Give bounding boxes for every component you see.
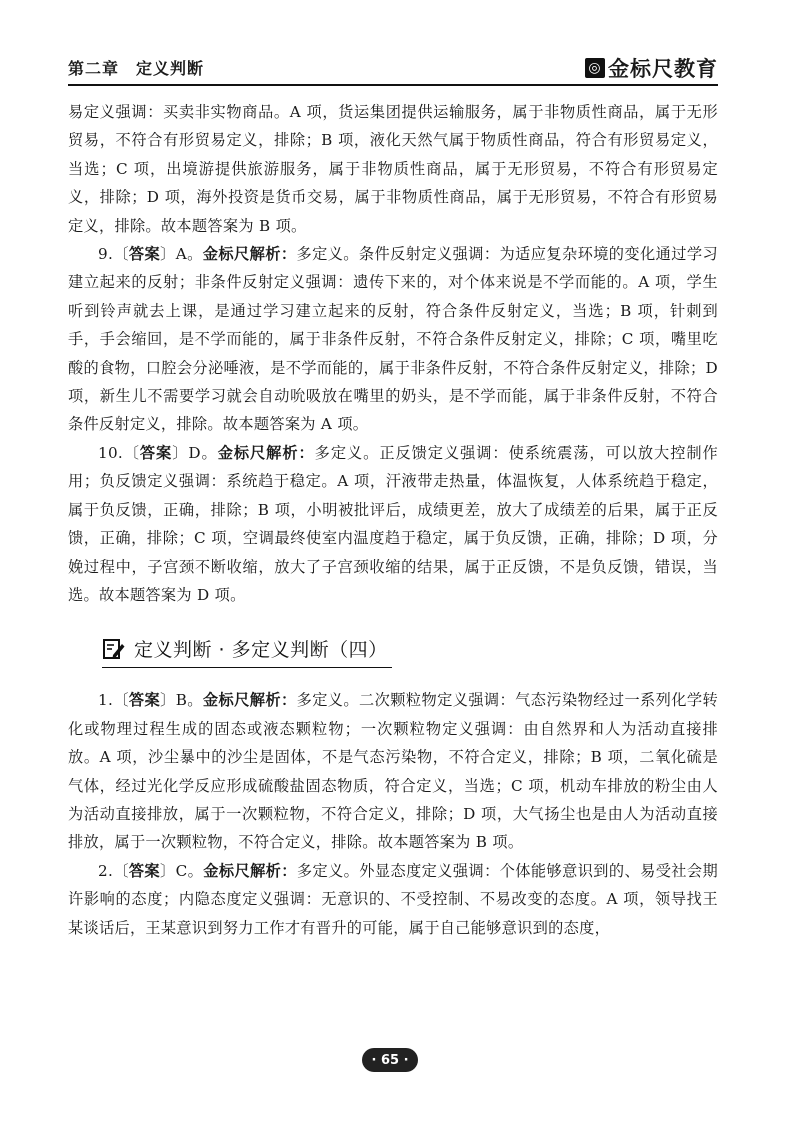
page-header [68,50,718,86]
answer-paragraph-9 [68,240,718,439]
analysis-label: 金标尺解析： [202,245,297,264]
paragraph-text: 多定义。正反馈定义强调：使系统震荡，可以放大控制作用；负反馈定义强调：系统趋于稳定。A 项，汗液带走热量，体温恢复，人体系统趋于稳定，属于负反馈，正确，排除；B 项，小明被批评后，成绩更差，放大了成绩差的后果，属于正反馈，正确，排除；C 项，空调最终使室内温度趋于稳定，属于负反馈，正确，排除；D 项，分娩过程中，子宫颈不断收缩，放大了子宫颈收缩的结果，属于正反馈，不是负反馈，错误，当选。故本题答案为 D 项。 [68,443,719,604]
answer-value: 〕C。 [160,861,204,880]
chapter-title: 第二章 定义判断 [68,59,205,78]
answer-number: 1.〔 [98,691,129,710]
answer-tag: 答案 [128,245,161,264]
answer-tag: 答案 [139,443,173,462]
page-content [68,98,718,942]
logo-icon: ◎ [585,58,605,78]
analysis-label: 金标尺解析： [202,691,297,710]
answer-number: 10.〔 [98,443,140,462]
paragraph-continued [68,98,718,240]
page-number: · 65 · [362,1048,418,1072]
paragraph-text: 易定义强调：买卖非实物商品。A 项，货运集团提供运输服务，属于非物质性商品，属于无形贸易，不符合有形贸易定义，排除；B 项，液化天然气属于物质性商品，符合有形贸易定义，当选；C 项，出境游提供旅游服务，属于非物质性商品，属于无形贸易，不符合有形贸易定义，排除；D 项，海外投资是货币交易，属于非物质性商品，属于无形贸易，不符合有形贸易定义，排除。故本题答案为 B 项。 [68,103,718,235]
paragraph-text: 多定义。外显态度定义强调：个体能够意识到的、易受社会期许影响的态度；内隐态度定义强调：无意识的、不受控制、不易改变的态度。A 项，领导找王某谈话后，王某意识到努力工作才有晋升的可能，属于自己能够意识到的态度， [68,861,718,937]
brand-logo [585,53,718,83]
answer-value: 〕A。 [160,245,203,264]
answer-value: 〕D。 [172,443,218,462]
section-title: 定义判断 · 多定义判断（四） [134,639,388,662]
analysis-label: 金标尺解析： [203,861,297,880]
answer-tag: 答案 [128,861,161,880]
paragraph-text: 多定义。二次颗粒物定义强调：气态污染物经过一系列化学转化或物理过程生成的固态或液态颗粒物；一次颗粒物定义强调：由自然界和人为活动直接排放。A 项，沙尘暴中的沙尘是固体，不是气态污染物，不符合定义，排除；B 项，二氧化硫是气体，经过光化学反应形成硫酸盐固态物质，符合定义，当选；C 项，机动车排放的粉尘由人为活动直接排放，属于一次颗粒物，不符合定义，排除；D 项，大气扬尘也是由人为活动直接排放，属于一次颗粒物，不符合定义，排除。故本题答案为 B 项。 [68,691,719,852]
answer-number: 9.〔 [98,245,129,264]
analysis-label: 金标尺解析： [217,443,315,462]
answer-tag: 答案 [128,691,161,710]
answer-paragraph-10 [68,439,718,609]
paragraph-text: 多定义。条件反射定义强调：为适应复杂环境的变化通过学习建立起来的反射；非条件反射定义强调：遗传下来的，对个体来说是不学而能的。A 项，学生听到铃声就去上课，是通过学习建立起来的反射，符合条件反射定义，当选；B 项，针刺到手，手会缩回，是不学而能的，属于非条件反射，不符合条件反射定义，排除；C 项，嘴里吃酸的食物，口腔会分泌唾液，是不学而能的，属于非条件反射，不符合条件反射定义，排除；D 项，新生儿不需要学习就会自动吮吸放在嘴里的奶头，是不学而能，属于非条件反射，不符合条件反射定义，排除。故本题答案为 A 项。 [68,245,719,434]
answer-paragraph-1 [68,686,718,856]
edit-note-icon [102,637,126,661]
brand-name: 金标尺教育 [608,57,718,81]
answer-paragraph-2 [68,857,718,942]
section-heading [102,635,392,668]
answer-value: 〕B。 [160,691,203,710]
answer-number: 2.〔 [98,861,129,880]
